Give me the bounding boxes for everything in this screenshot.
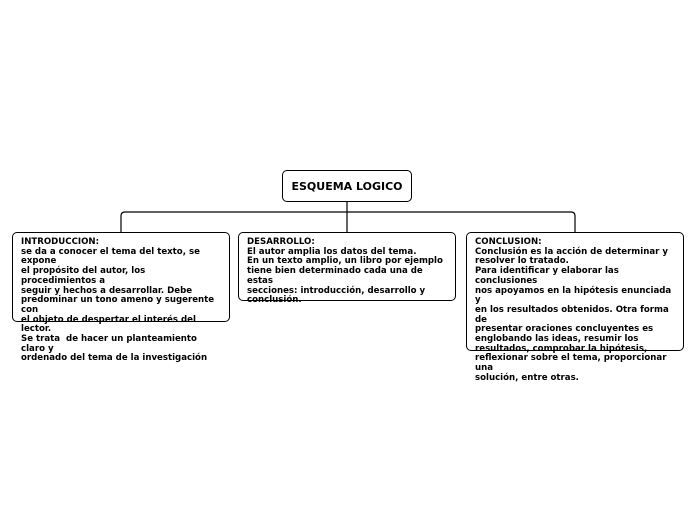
node-introduccion[interactable] xyxy=(12,232,230,364)
root-title: ESQUEMA LOGICO xyxy=(291,179,403,193)
connector-bracket xyxy=(121,212,575,232)
node-conclusion[interactable] xyxy=(466,232,684,383)
root-node[interactable] xyxy=(282,170,412,202)
node-body: se da a conocer el tema del texto, se expone el propósito del autor, los procedimientos a seguir y hechos a desarrollar. Debe predominar un tono ameno y sugerente con el objeto de despertar el interés del lector. Se trata de hacer un planteamiento claro y ordenado del tema de la investigación xyxy=(21,246,215,364)
node-heading: DESARROLLO: xyxy=(247,237,315,247)
node-body: El autor amplia los datos del tema. En un texto amplio, un libro por ejemplo tiene bien determinado cada una de estas secciones: introducción, desarrollo y conclusión. xyxy=(247,246,443,306)
node-desarrollo[interactable] xyxy=(238,232,456,306)
node-heading: CONCLUSION: xyxy=(475,237,542,247)
node-body: Conclusión es la acción de determinar y resolver lo tratado. Para identificar y elaborar las conclusiones nos apoyamos en la hipótesis enunciada y en los resultados obtenidos. Otra forma de presentar oraciones concluyentes es englobando las ideas, resumir los resultados, comprobar la hipótesis, reflexionar sobre el tema, proporcionar una solución, entre otras. xyxy=(475,246,672,383)
node-heading: INTRODUCCION: xyxy=(21,237,100,247)
